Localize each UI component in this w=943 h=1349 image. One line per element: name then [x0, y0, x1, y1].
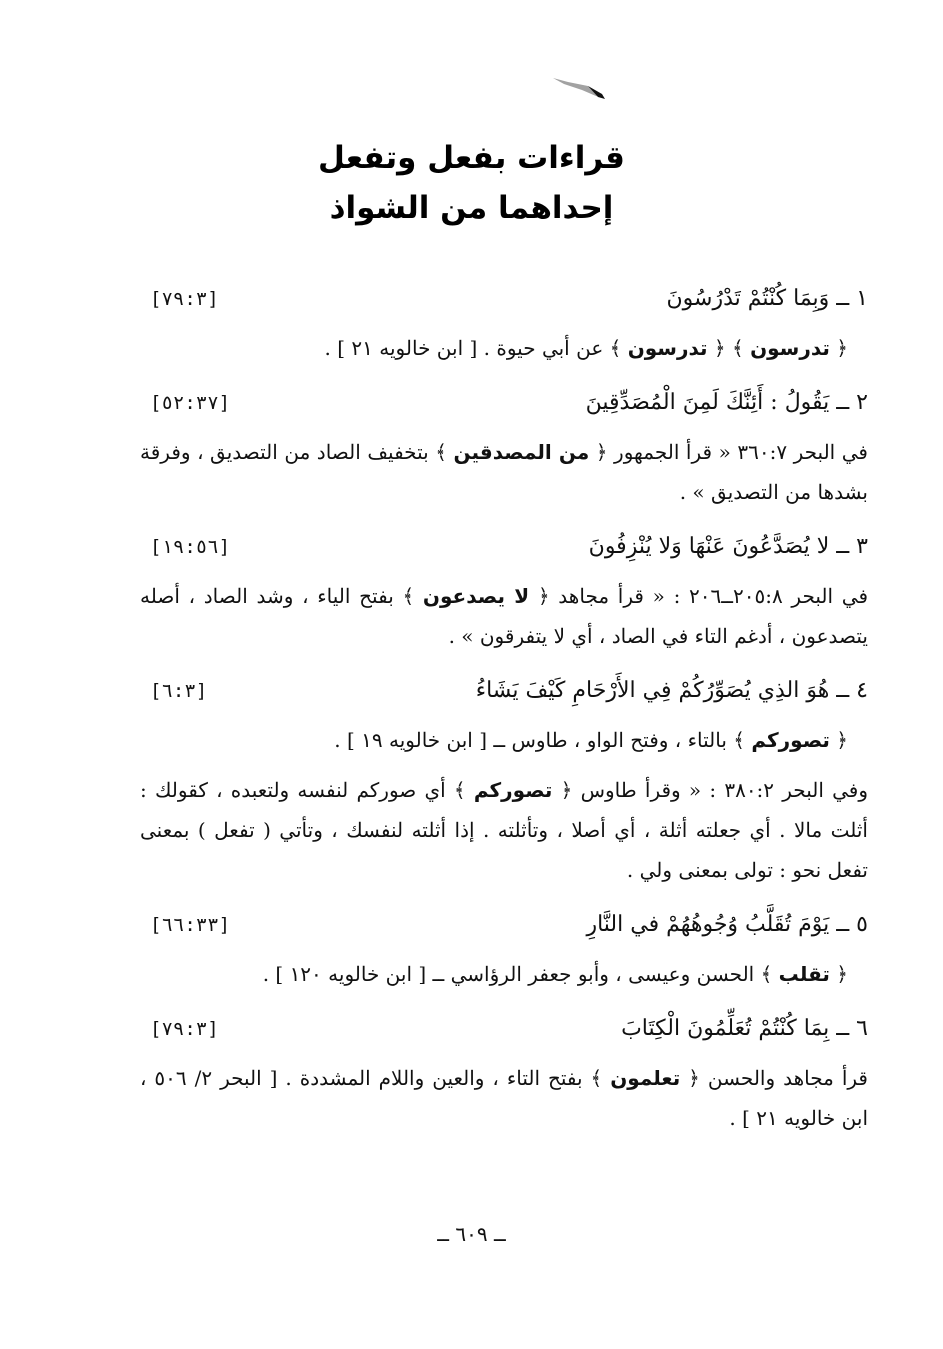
verse-reference: [٦٦:٣٣] — [150, 914, 231, 936]
ink-mark-icon — [548, 70, 608, 100]
verse-row-4 — [140, 666, 868, 716]
verse-text: ١ ــ وَبِمَا كُنْتُمْ تَدْرُسُونَ — [666, 286, 868, 311]
reading-note: ﴿ تصوركم ﴾ بالتاء ، وفتح الواو ، طاوس ــ [ ابن خالويه ١٩ ] . — [334, 728, 848, 752]
verse-reference: [٧٩:٣] — [150, 288, 219, 310]
reading-note: في البحر ٣٦٠:٧ « قرأ الجمهور ﴿ من المصدقين ﴾ بتخفيف الصاد من التصديق ، وفرقة بشدها من التصديق » . — [140, 440, 868, 504]
verse-row-3 — [140, 522, 868, 572]
page-subtitle: إحداهما من الشواذ — [329, 190, 614, 226]
verse-reference: [٦:٣] — [150, 680, 208, 702]
reading-note: ﴿ تدرسون ﴾ ﴿ تدرسون ﴾ عن أبي حيوة . [ ابن خالويه ٢١ ] . — [324, 336, 848, 360]
page-number: ــ ٦٠٩ ــ — [437, 1222, 506, 1246]
verse-text: ٢ ــ يَقُولُ : أَئِنَّكَ لَمِنَ الْمُصَدِّقِينَ — [585, 390, 868, 415]
verse-row-1 — [140, 274, 868, 324]
verse-text: ٥ ــ يَوْمَ تُقَلَّبُ وُجُوهُهُمْ في النَّارِ — [586, 912, 868, 937]
verse-reference: [٧٩:٣] — [150, 1018, 219, 1040]
verse-reference: [١٩:٥٦] — [150, 536, 231, 558]
verse-text: ٦ ــ بِمَا كُنْتُمْ تُعَلِّمُونَ الْكِتَابَ — [621, 1016, 868, 1041]
verse-text: ٣ ــ لا يُصَدَّعُونَ عَنْهَا وَلا يُنْزِفُونَ — [588, 534, 868, 559]
readings-list — [140, 270, 868, 1148]
reading-note: في البحر ٢٠٥:٨ــ٢٠٦ : « قرأ مجاهد ﴿ لا يصدعون ﴾ بفتح الياء ، وشد الصاد ، أصله يتصدعون ، أدغم التاء في الصاد ، أي لا يتفرقون » . — [140, 584, 868, 648]
verse-text: ٤ ــ هُوَ الذِي يُصَوِّرُكُمْ فِي الأَرْحَامِ كَيْفَ يَشَاءُ — [475, 678, 868, 703]
verse-row-5 — [140, 900, 868, 950]
reading-note: قرأ مجاهد والحسن ﴿ تعلمون ﴾ بفتح التاء ، والعين واللام المشددة . [ البحر ٢/ ٥٠٦ ، ابن خالويه ٢١ ] . — [140, 1066, 868, 1130]
verse-row-6 — [140, 1004, 868, 1054]
reading-note: وفي البحر ٣٨٠:٢ : « وقرأ طاوس ﴿ تصوركم ﴾ أي صوركم لنفسه ولتعبده ، كقولك : أثلت مالا . أي جعلته أثلة ، أي أصلا ، وتأثلته . إذا أثلته لنفسك ، وتأتي ( تفعل ) بمعنى تفعل نحو : تولى بمعنى ولي . — [140, 778, 868, 882]
reading-note: ﴿ تقلب ﴾ الحسن وعيسى ، وأبو جعفر الرؤاسي ــ [ ابن خالويه ١٢٠ ] . — [262, 962, 848, 986]
verse-reference: [٥٢:٣٧] — [150, 392, 231, 414]
verse-row-2 — [140, 378, 868, 428]
page-title: قراءات بفعل وتفعل — [318, 140, 625, 176]
